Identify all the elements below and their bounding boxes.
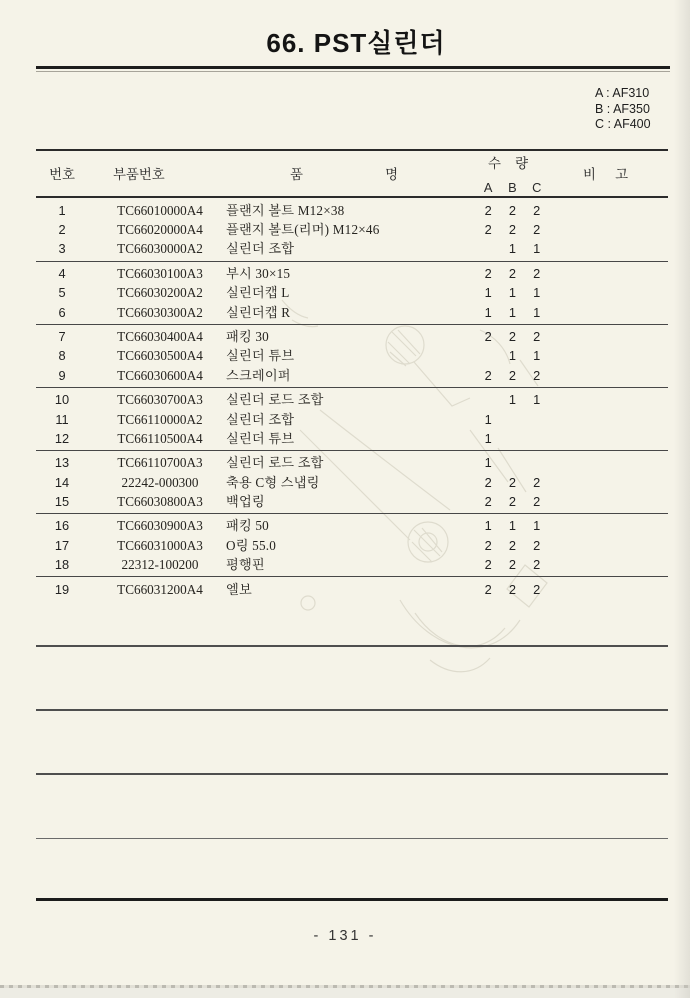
row-qty-a: 1 bbox=[484, 411, 492, 427]
row-remark bbox=[549, 264, 668, 283]
row-no: 13 bbox=[54, 455, 70, 471]
row-qty-a: 1 bbox=[484, 304, 492, 320]
table-row bbox=[36, 283, 668, 302]
row-qty-group bbox=[476, 429, 549, 448]
row-remark bbox=[549, 410, 668, 429]
row-qty-a: 2 bbox=[484, 329, 492, 344]
table-group bbox=[36, 325, 668, 388]
row-qty-c: 2 bbox=[533, 474, 541, 490]
row-no: 7 bbox=[58, 329, 66, 344]
row-qty-b: 2 bbox=[508, 581, 516, 597]
row-qty-a bbox=[476, 239, 500, 258]
table-row bbox=[36, 220, 668, 239]
table-row bbox=[36, 580, 668, 599]
row-part-name: 플랜지 볼트(리머) M12×46 bbox=[226, 222, 380, 238]
row-qty-group bbox=[476, 492, 549, 511]
table-header bbox=[36, 151, 668, 196]
row-remark bbox=[549, 283, 668, 302]
row-part-number: TC66030600A4 bbox=[117, 367, 203, 383]
row-qty-b: 2 bbox=[508, 202, 516, 218]
header-part-number: 부품번호 bbox=[113, 167, 165, 182]
row-qty-a: 1 bbox=[484, 285, 492, 301]
row-part-name: 실린더 튜브 bbox=[226, 430, 295, 446]
row-qty-c: 2 bbox=[533, 329, 541, 344]
table-row bbox=[36, 516, 668, 535]
row-qty-c: 2 bbox=[533, 265, 541, 281]
row-part-number: TC66010000A4 bbox=[117, 202, 203, 218]
row-part-number: TC66031000A3 bbox=[117, 537, 203, 553]
row-qty-b: 1 bbox=[508, 285, 516, 301]
row-qty-c: 2 bbox=[533, 367, 541, 383]
row-remark bbox=[549, 239, 668, 258]
row-no: 4 bbox=[58, 265, 66, 281]
empty-rule-4 bbox=[36, 838, 668, 839]
qty-col-c: C bbox=[532, 180, 542, 195]
row-part-name: 축용 C형 스냅링 bbox=[226, 474, 320, 490]
row-remark bbox=[549, 453, 668, 472]
row-no: 16 bbox=[54, 518, 70, 534]
legend-item-b: B : AF350 bbox=[595, 101, 650, 116]
row-part-name: 실린더 로드 조합 bbox=[226, 392, 324, 408]
row-remark bbox=[549, 366, 668, 385]
row-qty-b bbox=[500, 453, 524, 472]
row-qty-a: 2 bbox=[484, 202, 492, 218]
row-qty-group bbox=[476, 303, 549, 322]
table-row bbox=[36, 346, 668, 365]
row-qty-group bbox=[476, 327, 549, 346]
row-qty-b: 2 bbox=[508, 557, 516, 573]
empty-rule-1 bbox=[36, 645, 668, 647]
row-part-number: 22312-100200 bbox=[121, 557, 199, 573]
row-qty-a: 2 bbox=[484, 222, 492, 238]
table-group bbox=[36, 577, 668, 600]
row-remark bbox=[549, 303, 668, 322]
row-part-name: O링 55.0 bbox=[226, 537, 277, 553]
header-remarks bbox=[549, 164, 668, 183]
row-qty-group bbox=[476, 346, 549, 365]
model-legend bbox=[595, 86, 651, 133]
row-part-number: TC66030400A4 bbox=[117, 329, 203, 344]
row-remark bbox=[549, 492, 668, 511]
row-qty-a: 1 bbox=[484, 455, 492, 471]
row-part-name: 실린더 조합 bbox=[226, 241, 295, 257]
row-qty-c: 1 bbox=[533, 304, 541, 320]
row-no: 19 bbox=[54, 581, 70, 597]
row-part-name: 실린더캡 L bbox=[226, 285, 290, 301]
scan-edge-right bbox=[674, 0, 690, 998]
row-part-name: 실린더캡 R bbox=[226, 304, 291, 320]
table-group bbox=[36, 451, 668, 514]
row-qty-a: 1 bbox=[484, 430, 492, 446]
row-remark bbox=[549, 429, 668, 448]
row-part-number: TC66030500A4 bbox=[117, 348, 203, 364]
row-no: 6 bbox=[58, 304, 66, 320]
header-name-left: 품 bbox=[290, 167, 303, 182]
row-no: 1 bbox=[58, 202, 66, 218]
row-part-name: 패킹 30 bbox=[226, 329, 269, 344]
row-qty-group bbox=[476, 366, 549, 385]
row-qty-group bbox=[476, 453, 549, 472]
table-row bbox=[36, 303, 668, 322]
row-part-number: 22242-000300 bbox=[121, 474, 199, 490]
row-part-number: TC66110700A3 bbox=[117, 455, 203, 471]
row-part-name: 부시 30×15 bbox=[226, 265, 291, 281]
row-remark bbox=[549, 555, 668, 574]
row-qty-a bbox=[476, 390, 500, 409]
table-group bbox=[36, 199, 668, 262]
table-row bbox=[36, 473, 668, 492]
row-qty-a: 2 bbox=[484, 557, 492, 573]
row-part-name: 백업링 bbox=[226, 494, 265, 510]
table-group bbox=[36, 388, 668, 451]
row-no: 9 bbox=[58, 367, 66, 383]
row-qty-group bbox=[476, 264, 549, 283]
row-part-number: TC66030300A2 bbox=[117, 304, 203, 320]
table-row bbox=[36, 390, 668, 409]
table-bottom-border bbox=[36, 898, 668, 901]
row-part-name: 실린더 조합 bbox=[226, 411, 295, 427]
row-qty-a: 2 bbox=[484, 367, 492, 383]
table-row bbox=[36, 492, 668, 511]
page-title: 66. PST실린더 bbox=[266, 28, 446, 58]
scan-edge-band bbox=[0, 988, 690, 998]
row-no: 8 bbox=[58, 348, 66, 364]
table-group bbox=[36, 262, 668, 325]
row-qty-c: 2 bbox=[533, 581, 541, 597]
empty-rule-2 bbox=[36, 709, 668, 711]
table-row bbox=[36, 327, 668, 346]
row-qty-c: 2 bbox=[533, 222, 541, 238]
row-part-name: 실린더 튜브 bbox=[226, 348, 295, 364]
row-qty-a: 2 bbox=[484, 265, 492, 281]
row-qty-b: 2 bbox=[508, 222, 516, 238]
row-part-number: TC66030100A3 bbox=[117, 265, 203, 281]
row-qty-group bbox=[476, 580, 549, 599]
row-part-number: TC66030900A3 bbox=[117, 518, 203, 534]
row-qty-c: 2 bbox=[533, 202, 541, 218]
row-qty-c: 2 bbox=[533, 557, 541, 573]
row-qty-c: 1 bbox=[533, 518, 541, 534]
row-part-number: TC66030000A2 bbox=[117, 241, 203, 257]
row-part-name: 스크레이퍼 bbox=[226, 367, 291, 383]
title-rule-thick bbox=[36, 66, 670, 69]
row-remark bbox=[549, 327, 668, 346]
table-row bbox=[36, 410, 668, 429]
row-part-name: 플랜지 볼트 M12×38 bbox=[226, 202, 345, 218]
row-qty-b: 1 bbox=[508, 518, 516, 534]
row-qty-group bbox=[476, 220, 549, 239]
row-qty-c: 1 bbox=[533, 241, 541, 257]
row-remark bbox=[549, 473, 668, 492]
row-part-name: 엘보 bbox=[226, 581, 252, 597]
row-qty-group bbox=[476, 239, 549, 258]
row-qty-group bbox=[476, 283, 549, 302]
row-qty-b: 1 bbox=[508, 348, 516, 364]
row-qty-b: 1 bbox=[508, 241, 516, 257]
row-qty-c: 1 bbox=[533, 348, 541, 364]
qty-label-right: 량 bbox=[515, 156, 528, 171]
row-qty-b: 2 bbox=[508, 474, 516, 490]
header-remarks-right: 고 bbox=[615, 167, 628, 182]
row-qty-b bbox=[500, 429, 524, 448]
row-qty-b: 2 bbox=[508, 329, 516, 344]
row-no: 14 bbox=[54, 474, 70, 490]
table-row bbox=[36, 555, 668, 574]
row-part-number: TC66110000A2 bbox=[117, 411, 203, 427]
table-row bbox=[36, 264, 668, 283]
legend-item-c: C : AF400 bbox=[595, 117, 651, 131]
row-qty-c: 1 bbox=[533, 392, 541, 408]
qty-col-b: B bbox=[508, 180, 517, 195]
row-qty-c bbox=[525, 453, 549, 472]
row-qty-b: 2 bbox=[508, 265, 516, 281]
row-qty-b: 2 bbox=[508, 537, 516, 553]
row-remark bbox=[549, 346, 668, 365]
header-row bbox=[36, 164, 668, 183]
qty-label-left: 수 bbox=[488, 156, 501, 171]
row-no: 3 bbox=[58, 241, 66, 257]
row-qty-b: 2 bbox=[508, 494, 516, 510]
row-remark bbox=[549, 201, 668, 220]
row-qty-c: 2 bbox=[533, 494, 541, 510]
header-part-name bbox=[226, 164, 460, 183]
row-no: 15 bbox=[54, 494, 70, 510]
table-row bbox=[36, 239, 668, 258]
row-part-number: TC66030200A2 bbox=[117, 285, 203, 301]
row-qty-b: 1 bbox=[508, 392, 516, 408]
row-part-number: TC66030800A3 bbox=[117, 494, 203, 510]
header-remarks-left: 비 bbox=[583, 167, 596, 182]
row-qty-b: 1 bbox=[508, 304, 516, 320]
row-qty-c: 1 bbox=[533, 285, 541, 301]
row-remark bbox=[549, 220, 668, 239]
table-row bbox=[36, 201, 668, 220]
header-name-right: 명 bbox=[385, 167, 398, 182]
row-qty-a bbox=[476, 346, 500, 365]
row-remark bbox=[549, 516, 668, 535]
row-no: 18 bbox=[54, 557, 70, 573]
row-part-name: 평행핀 bbox=[226, 557, 265, 573]
row-part-number: TC66030700A3 bbox=[117, 392, 203, 408]
legend-item-a: A : AF310 bbox=[595, 86, 650, 100]
row-qty-group bbox=[476, 473, 549, 492]
row-part-name: 실린더 로드 조합 bbox=[226, 455, 324, 471]
row-qty-group bbox=[476, 410, 549, 429]
row-qty-a: 2 bbox=[484, 537, 492, 553]
row-no: 5 bbox=[58, 285, 66, 301]
title-rule-thin bbox=[36, 71, 670, 72]
row-remark bbox=[549, 580, 668, 599]
row-qty-a: 1 bbox=[484, 518, 492, 534]
row-qty-group bbox=[476, 201, 549, 220]
row-remark bbox=[549, 536, 668, 555]
header-no: 번호 bbox=[49, 167, 75, 182]
table-row bbox=[36, 429, 668, 448]
row-qty-c bbox=[525, 410, 549, 429]
row-no: 10 bbox=[54, 392, 70, 408]
table-row bbox=[36, 453, 668, 472]
row-qty-a: 2 bbox=[484, 581, 492, 597]
page-number: - 131 - bbox=[313, 928, 377, 944]
table-body bbox=[36, 199, 668, 601]
row-remark bbox=[549, 390, 668, 409]
row-qty-c bbox=[525, 429, 549, 448]
row-qty-b: 2 bbox=[508, 367, 516, 383]
row-part-name: 패킹 50 bbox=[226, 518, 269, 534]
row-qty-a: 2 bbox=[484, 494, 492, 510]
row-no: 12 bbox=[54, 430, 70, 446]
empty-rule-3 bbox=[36, 773, 668, 775]
qty-col-a: A bbox=[483, 180, 493, 195]
row-qty-group bbox=[476, 555, 549, 574]
qty-column-letters bbox=[476, 180, 549, 195]
row-part-number: TC66031200A4 bbox=[117, 581, 203, 597]
row-qty-group bbox=[476, 536, 549, 555]
table-row bbox=[36, 366, 668, 385]
row-qty-c: 2 bbox=[533, 537, 541, 553]
row-no: 11 bbox=[55, 411, 69, 427]
row-qty-b bbox=[500, 410, 524, 429]
row-no: 17 bbox=[54, 537, 70, 553]
row-part-number: TC66110500A4 bbox=[117, 430, 203, 446]
table-group bbox=[36, 514, 668, 577]
row-part-number: TC66020000A4 bbox=[117, 222, 203, 238]
table-row bbox=[36, 536, 668, 555]
row-qty-a: 2 bbox=[484, 474, 492, 490]
row-no: 2 bbox=[58, 222, 66, 238]
row-qty-group bbox=[476, 516, 549, 535]
row-qty-group bbox=[476, 390, 549, 409]
